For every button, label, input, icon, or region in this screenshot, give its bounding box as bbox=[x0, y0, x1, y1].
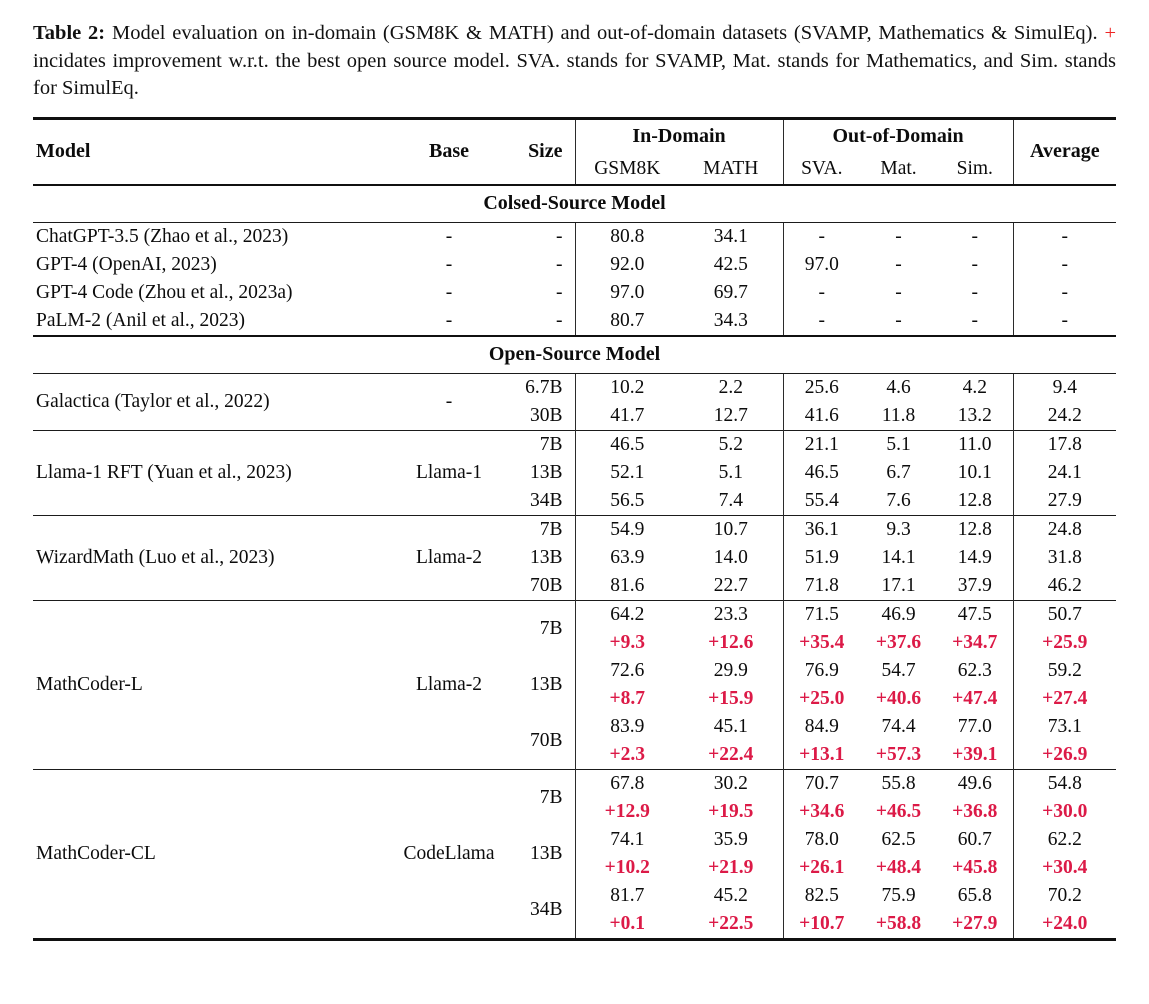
cell-score: 10.1 bbox=[957, 461, 992, 483]
cell-model: PaLM-2 (Anil et al., 2023) bbox=[36, 309, 246, 331]
cell-score: - bbox=[783, 222, 860, 251]
cell-score: - bbox=[895, 309, 902, 331]
cell-improvement: +26.9 bbox=[1013, 741, 1116, 770]
cell-score: - bbox=[895, 281, 902, 303]
cell-score: 81.7 bbox=[575, 882, 679, 910]
cell-score: 14.0 bbox=[713, 546, 748, 568]
cell-size: 7B bbox=[505, 769, 575, 826]
cell-score: 9.3 bbox=[860, 515, 937, 544]
cell-improvement: +12.9 bbox=[575, 798, 679, 826]
cell-score: 12.8 bbox=[937, 515, 1013, 544]
col-header-average: Average bbox=[1013, 118, 1116, 185]
cell-score: 34.1 bbox=[713, 225, 748, 247]
cell-improvement: +21.9 bbox=[708, 856, 754, 878]
cell-score: 54.8 bbox=[1013, 769, 1116, 798]
cell-improvement: +25.0 bbox=[783, 685, 860, 713]
cell-score: 29.9 bbox=[713, 659, 748, 681]
cell-size: 7B bbox=[505, 600, 575, 657]
caption-text-after-plus: incidates improvement w.r.t. the best open source model. SVA. stands for SVAMP, Mat. stands for Mathematics, and Sim. stands for SimulEq. bbox=[33, 49, 1116, 99]
cell-score: 4.6 bbox=[886, 376, 911, 398]
table-row bbox=[33, 251, 1116, 279]
table-caption bbox=[33, 20, 1116, 103]
cell-improvement: +10.7 bbox=[783, 910, 860, 940]
cell-score: 62.3 bbox=[957, 659, 992, 681]
cell-size: 70B bbox=[529, 729, 563, 751]
cell-improvement: +27.4 bbox=[1013, 685, 1116, 713]
cell-score: 62.5 bbox=[881, 828, 916, 850]
table-row bbox=[33, 430, 1116, 459]
cell-score: 78.0 bbox=[783, 826, 860, 854]
section-header-row bbox=[33, 336, 1116, 374]
cell-score: 30.2 bbox=[679, 769, 783, 798]
cell-model: Galactica (Taylor et al., 2022) bbox=[36, 390, 270, 412]
table-row bbox=[33, 279, 1116, 307]
cell-model: Llama-1 RFT (Yuan et al., 2023) bbox=[33, 430, 393, 515]
cell-score: 59.2 bbox=[1013, 657, 1116, 685]
cell-model: GPT-4 (OpenAI, 2023) bbox=[36, 253, 217, 275]
cell-score: 12.8 bbox=[957, 489, 992, 511]
col-header-math: MATH bbox=[703, 157, 759, 179]
cell-improvement: +45.8 bbox=[952, 856, 998, 878]
cell-score: 64.2 bbox=[575, 600, 679, 629]
cell-score: 5.1 bbox=[860, 430, 937, 459]
cell-score: 46.2 bbox=[1013, 572, 1116, 601]
cell-score: - bbox=[971, 225, 979, 247]
cell-score: 47.5 bbox=[937, 600, 1013, 629]
cell-improvement: +25.9 bbox=[1013, 629, 1116, 657]
cell-score: 60.7 bbox=[957, 828, 992, 850]
cell-score: 7.6 bbox=[886, 489, 911, 511]
cell-score: - bbox=[971, 309, 979, 331]
cell-size: 13B bbox=[529, 461, 563, 483]
cell-improvement: +22.4 bbox=[708, 743, 754, 765]
cell-score: 17.8 bbox=[1013, 430, 1116, 459]
cell-improvement: +13.1 bbox=[783, 741, 860, 770]
cell-improvement: +0.1 bbox=[575, 910, 679, 940]
cell-size: 30B bbox=[529, 404, 563, 426]
cell-improvement: +24.0 bbox=[1013, 910, 1116, 940]
cell-score: - bbox=[895, 225, 902, 247]
cell-score: 62.2 bbox=[1013, 826, 1116, 854]
cell-score: 36.1 bbox=[783, 515, 860, 544]
cell-improvement: +8.7 bbox=[575, 685, 679, 713]
cell-score: 73.1 bbox=[1013, 713, 1116, 741]
cell-base: - bbox=[445, 253, 453, 275]
cell-improvement: +22.5 bbox=[708, 912, 754, 934]
cell-score: 81.6 bbox=[575, 572, 679, 601]
cell-improvement: +36.8 bbox=[952, 800, 998, 822]
cell-improvement: +30.0 bbox=[1013, 798, 1116, 826]
section-title: Colsed-Source Model bbox=[33, 185, 1116, 223]
cell-size: 7B bbox=[505, 430, 575, 459]
section-title: Open-Source Model bbox=[33, 336, 1116, 374]
cell-score: 74.4 bbox=[881, 715, 916, 737]
col-header-base: Base bbox=[429, 140, 469, 162]
cell-model: GPT-4 Code (Zhou et al., 2023a) bbox=[36, 281, 293, 303]
cell-score: 77.0 bbox=[957, 715, 992, 737]
cell-size: 7B bbox=[505, 515, 575, 544]
cell-score: 41.7 bbox=[575, 402, 679, 431]
cell-score: 31.8 bbox=[1013, 544, 1116, 572]
cell-improvement: +27.9 bbox=[952, 912, 998, 934]
cell-improvement: +46.5 bbox=[875, 800, 922, 822]
cell-base: Llama-2 bbox=[393, 515, 505, 600]
cell-size: - bbox=[556, 309, 563, 331]
cell-size: 34B bbox=[529, 898, 563, 920]
cell-score: 7.4 bbox=[718, 489, 743, 511]
cell-model: ChatGPT-3.5 (Zhao et al., 2023) bbox=[36, 225, 289, 247]
cell-improvement: +40.6 bbox=[875, 687, 922, 709]
cell-base: - bbox=[445, 225, 453, 247]
cell-score: 84.9 bbox=[783, 713, 860, 741]
cell-score: 45.1 bbox=[713, 715, 748, 737]
cell-score: 45.2 bbox=[713, 884, 748, 906]
col-header-svamp: SVA. bbox=[783, 154, 860, 185]
cell-score: 46.5 bbox=[783, 459, 860, 487]
cell-score: 12.7 bbox=[713, 404, 748, 426]
cell-score: 72.6 bbox=[575, 657, 679, 685]
cell-score: 27.9 bbox=[1013, 487, 1116, 516]
cell-score: 50.7 bbox=[1013, 600, 1116, 629]
cell-score: 76.9 bbox=[783, 657, 860, 685]
table-row bbox=[33, 222, 1116, 251]
col-header-model: Model bbox=[36, 140, 91, 162]
cell-score: 71.8 bbox=[783, 572, 860, 601]
cell-score: 83.9 bbox=[575, 713, 679, 741]
cell-improvement: +35.4 bbox=[783, 629, 860, 657]
cell-score: 80.8 bbox=[575, 222, 679, 251]
cell-score: - bbox=[971, 281, 979, 303]
cell-score: 35.9 bbox=[713, 828, 748, 850]
cell-score: - bbox=[1013, 279, 1116, 307]
cell-improvement: +48.4 bbox=[875, 856, 922, 878]
cell-improvement: +30.4 bbox=[1013, 854, 1116, 882]
cell-score: 69.7 bbox=[713, 281, 748, 303]
cell-improvement: +15.9 bbox=[708, 687, 754, 709]
cell-score: 4.2 bbox=[962, 376, 987, 398]
cell-score: 54.7 bbox=[881, 659, 916, 681]
cell-score: 70.2 bbox=[1013, 882, 1116, 910]
cell-score: 46.9 bbox=[860, 600, 937, 629]
cell-score: - bbox=[783, 307, 860, 336]
cell-score: 55.8 bbox=[860, 769, 937, 798]
cell-score: 11.0 bbox=[937, 430, 1013, 459]
cell-score: 17.1 bbox=[881, 574, 916, 596]
cell-improvement: +26.1 bbox=[783, 854, 860, 882]
cell-score: 41.6 bbox=[783, 402, 860, 431]
cell-improvement: +9.3 bbox=[575, 629, 679, 657]
cell-score: 97.0 bbox=[575, 279, 679, 307]
section-header-row bbox=[33, 185, 1116, 223]
cell-score: 5.1 bbox=[718, 461, 743, 483]
col-header-size: Size bbox=[528, 140, 563, 162]
table-body bbox=[33, 185, 1116, 940]
cell-score: 97.0 bbox=[783, 251, 860, 279]
cell-base: CodeLlama bbox=[393, 769, 505, 939]
cell-score: 6.7 bbox=[886, 461, 911, 483]
cell-score: 22.7 bbox=[713, 574, 748, 596]
cell-score: 24.2 bbox=[1013, 402, 1116, 431]
cell-score: 46.5 bbox=[575, 430, 679, 459]
cell-size: 6.7B bbox=[525, 376, 563, 398]
cell-base: - bbox=[445, 390, 453, 412]
cell-score: 67.8 bbox=[575, 769, 679, 798]
cell-size: 13B bbox=[529, 842, 563, 864]
cell-score: 71.5 bbox=[783, 600, 860, 629]
col-header-gsm8k: GSM8K bbox=[575, 154, 679, 185]
cell-score: 34.3 bbox=[713, 309, 748, 331]
cell-improvement: +47.4 bbox=[952, 687, 998, 709]
cell-size: 13B bbox=[529, 673, 563, 695]
cell-score: 10.7 bbox=[679, 515, 783, 544]
table-row bbox=[33, 307, 1116, 336]
cell-size: - bbox=[556, 253, 563, 275]
caption-plus-marker: + bbox=[1104, 22, 1117, 44]
cell-score: 70.7 bbox=[783, 769, 860, 798]
cell-score: 13.2 bbox=[957, 404, 992, 426]
cell-improvement: +34.7 bbox=[952, 631, 998, 653]
cell-model: MathCoder-CL bbox=[33, 769, 393, 939]
cell-size: 13B bbox=[529, 546, 563, 568]
cell-score: 56.5 bbox=[575, 487, 679, 516]
table-row bbox=[33, 600, 1116, 629]
cell-score: 92.0 bbox=[575, 251, 679, 279]
cell-size: 70B bbox=[529, 574, 563, 596]
cell-improvement: +34.6 bbox=[783, 798, 860, 826]
cell-score: 74.1 bbox=[575, 826, 679, 854]
cell-size: - bbox=[556, 281, 563, 303]
cell-score: 11.8 bbox=[881, 404, 916, 426]
cell-score: 25.6 bbox=[783, 373, 860, 402]
cell-score: - bbox=[783, 279, 860, 307]
cell-score: 42.5 bbox=[713, 253, 748, 275]
cell-score: 55.4 bbox=[783, 487, 860, 516]
cell-score: 51.9 bbox=[783, 544, 860, 572]
table-header bbox=[33, 118, 1116, 185]
cell-score: 2.2 bbox=[718, 376, 743, 398]
cell-score: - bbox=[1013, 251, 1116, 279]
cell-score: 23.3 bbox=[679, 600, 783, 629]
results-table bbox=[33, 117, 1116, 941]
col-header-mathematics: Mat. bbox=[880, 157, 917, 179]
cell-improvement: +58.8 bbox=[875, 912, 922, 934]
col-header-in-domain: In-Domain bbox=[575, 118, 783, 154]
cell-score: 5.2 bbox=[679, 430, 783, 459]
col-header-out-of-domain: Out-of-Domain bbox=[783, 118, 1013, 154]
cell-score: 65.8 bbox=[957, 884, 992, 906]
cell-improvement: +39.1 bbox=[952, 743, 998, 765]
cell-improvement: +19.5 bbox=[708, 800, 754, 822]
cell-model: MathCoder-L bbox=[33, 600, 393, 769]
col-header-simuleq: Sim. bbox=[956, 157, 993, 179]
cell-base: Llama-2 bbox=[393, 600, 505, 769]
cell-score: 82.5 bbox=[783, 882, 860, 910]
cell-score: 37.9 bbox=[957, 574, 992, 596]
cell-score: 10.2 bbox=[575, 373, 679, 402]
cell-model: WizardMath (Luo et al., 2023) bbox=[33, 515, 393, 600]
caption-text-before-plus: Model evaluation on in-domain (GSM8K & MATH) and out-of-domain datasets (SVAMP, Mathematics & SimulEq). bbox=[111, 22, 1098, 44]
cell-score: 49.6 bbox=[937, 769, 1013, 798]
cell-score: 14.1 bbox=[881, 546, 916, 568]
cell-score: 24.8 bbox=[1013, 515, 1116, 544]
cell-improvement: +37.6 bbox=[875, 631, 922, 653]
cell-score: 80.7 bbox=[575, 307, 679, 336]
cell-score: 63.9 bbox=[575, 544, 679, 572]
table-row bbox=[33, 515, 1116, 544]
cell-base: Llama-1 bbox=[393, 430, 505, 515]
cell-size: 34B bbox=[529, 489, 563, 511]
cell-base: - bbox=[445, 309, 453, 331]
cell-score: - bbox=[1013, 307, 1116, 336]
caption-label: Table 2: bbox=[33, 22, 106, 44]
cell-score: 54.9 bbox=[575, 515, 679, 544]
cell-score: - bbox=[895, 253, 902, 275]
cell-score: - bbox=[1013, 222, 1116, 251]
cell-score: 21.1 bbox=[783, 430, 860, 459]
cell-score: 9.4 bbox=[1013, 373, 1116, 402]
cell-score: 14.9 bbox=[957, 546, 992, 568]
cell-score: 24.1 bbox=[1013, 459, 1116, 487]
cell-improvement: +12.6 bbox=[708, 631, 754, 653]
table-row bbox=[33, 769, 1116, 798]
cell-score: 52.1 bbox=[575, 459, 679, 487]
cell-size: - bbox=[556, 225, 563, 247]
cell-improvement: +57.3 bbox=[875, 743, 922, 765]
cell-improvement: +2.3 bbox=[575, 741, 679, 770]
table-row bbox=[33, 373, 1116, 402]
cell-score: 75.9 bbox=[881, 884, 916, 906]
cell-base: - bbox=[445, 281, 453, 303]
cell-improvement: +10.2 bbox=[575, 854, 679, 882]
cell-score: - bbox=[971, 253, 979, 275]
